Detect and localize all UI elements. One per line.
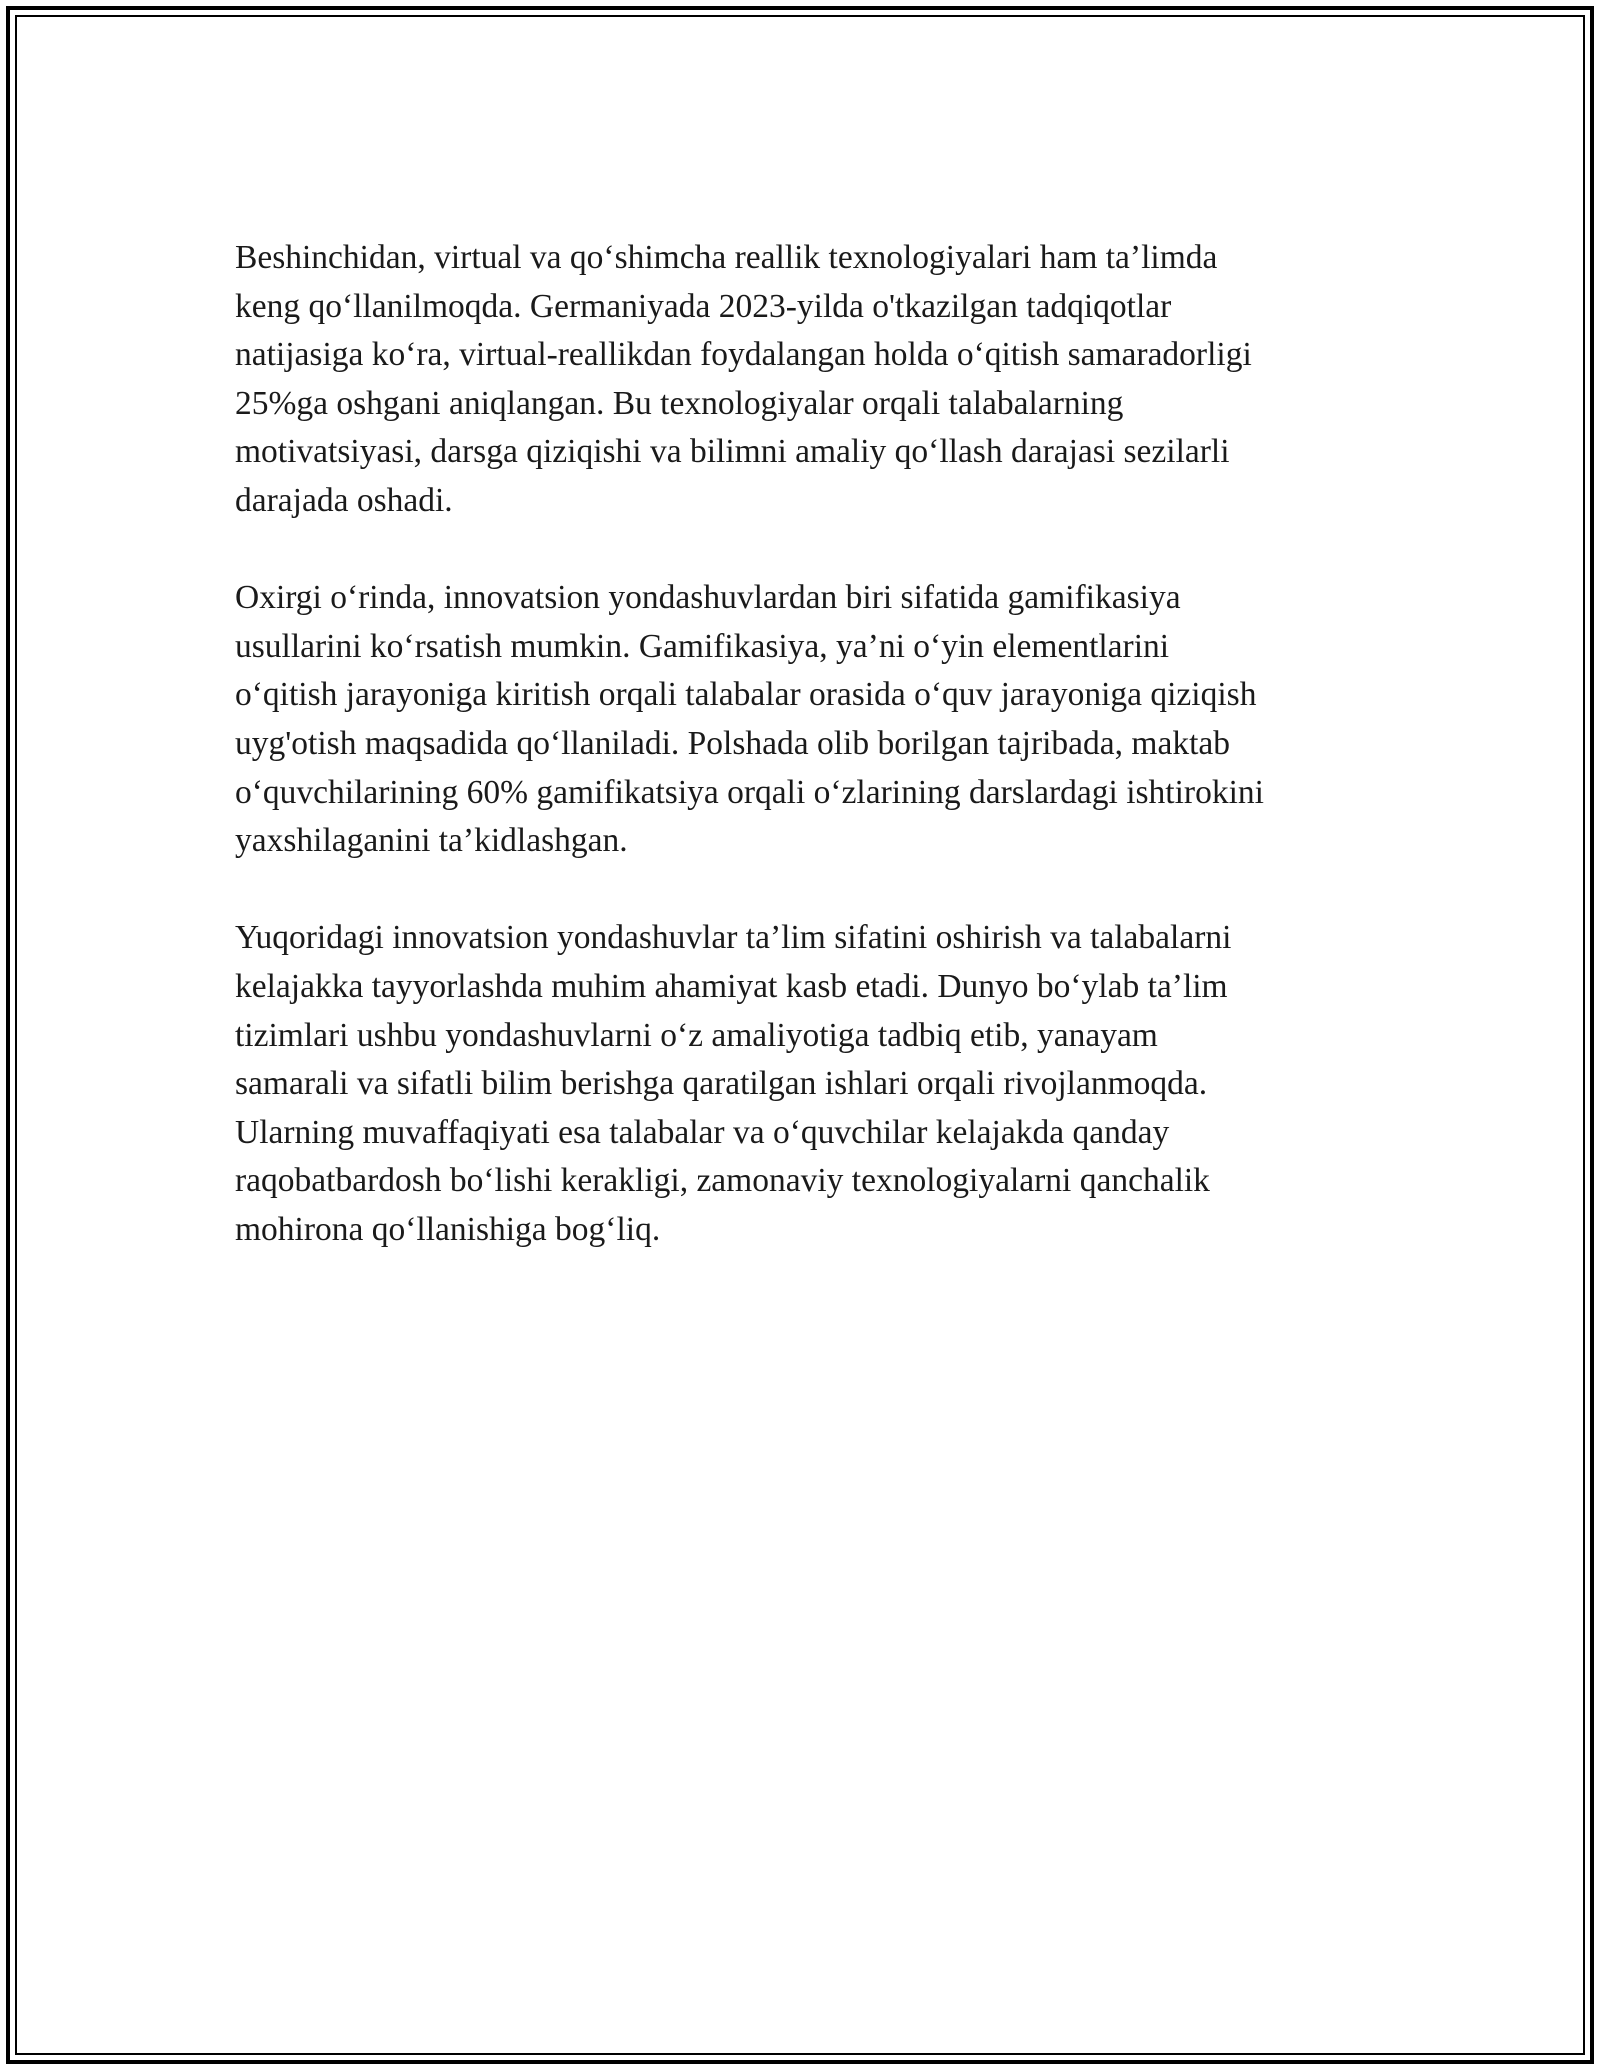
paragraph-conclusion <box>235 914 1375 1254</box>
text-line: mohirona qo‘llanishiga bog‘liq. <box>235 1210 661 1248</box>
paragraph-virtual-reality <box>235 234 1375 526</box>
text-line: motivatsiyasi, darsga qiziqishi va bilimni amaliy qo‘llash darajasi sezilarli <box>235 433 1230 471</box>
text-line: usullarini ko‘rsatish mumkin. Gamifikasiya, ya’ni o‘yin elementlarini <box>235 627 1170 665</box>
text-line: darajada oshadi. <box>235 481 453 519</box>
text-line: o‘quvchilarining 60% gamifikatsiya orqali o‘zlarining darslardagi ishtirokini <box>235 773 1264 811</box>
text-line: natijasiga ko‘ra, virtual-reallikdan foydalangan holda o‘qitish samaradorligi <box>235 336 1252 374</box>
text-line: yaxshilaganini ta’kidlashgan. <box>235 822 628 860</box>
text-line: tizimlari ushbu yondashuvlarni o‘z amaliyotiga tadbiq etib, yanayam <box>235 1016 1158 1054</box>
text-line: kelajakka tayyorlashda muhim ahamiyat kasb etadi. Dunyo bo‘ylab ta’lim <box>235 967 1228 1005</box>
text-line: o‘qitish jarayoniga kiritish orqali talabalar orasida o‘quv jarayoniga qiziqish <box>235 676 1257 714</box>
text-line: Beshinchidan, virtual va qo‘shimcha reallik texnologiyalari ham ta’limda <box>235 239 1218 276</box>
text-line: Oxirgi o‘rinda, innovatsion yondashuvlardan biri sifatida gamifikasiya <box>235 579 1181 617</box>
text-line: 25%ga oshgani aniqlangan. Bu texnologiyalar orqali talabalarning <box>235 384 1124 422</box>
text-line: samarali va sifatli bilim berishga qaratilgan ishlari orqali rivojlanmoqda. <box>235 1065 1208 1103</box>
text-line: uyg'otish maqsadida qo‘llaniladi. Polshada olib borilgan tajribada, maktab <box>235 724 1231 762</box>
text-line: keng qo‘llanilmoqda. Germaniyada 2023-yilda o'tkazilgan tadqiqotlar <box>235 287 1172 325</box>
text-line: Ularning muvaffaqiyati esa talabalar va o‘quvchilar kelajakda qanday <box>235 1113 1170 1151</box>
document-body <box>235 234 1375 1303</box>
text-line: Yuqoridagi innovatsion yondashuvlar ta’lim sifatini oshirish va talabalarni <box>235 919 1232 957</box>
paragraph-gamification <box>235 574 1375 866</box>
text-line: raqobatbardosh bo‘lishi kerakligi, zamonaviy texnologiyalarni qanchalik <box>235 1162 1210 1200</box>
